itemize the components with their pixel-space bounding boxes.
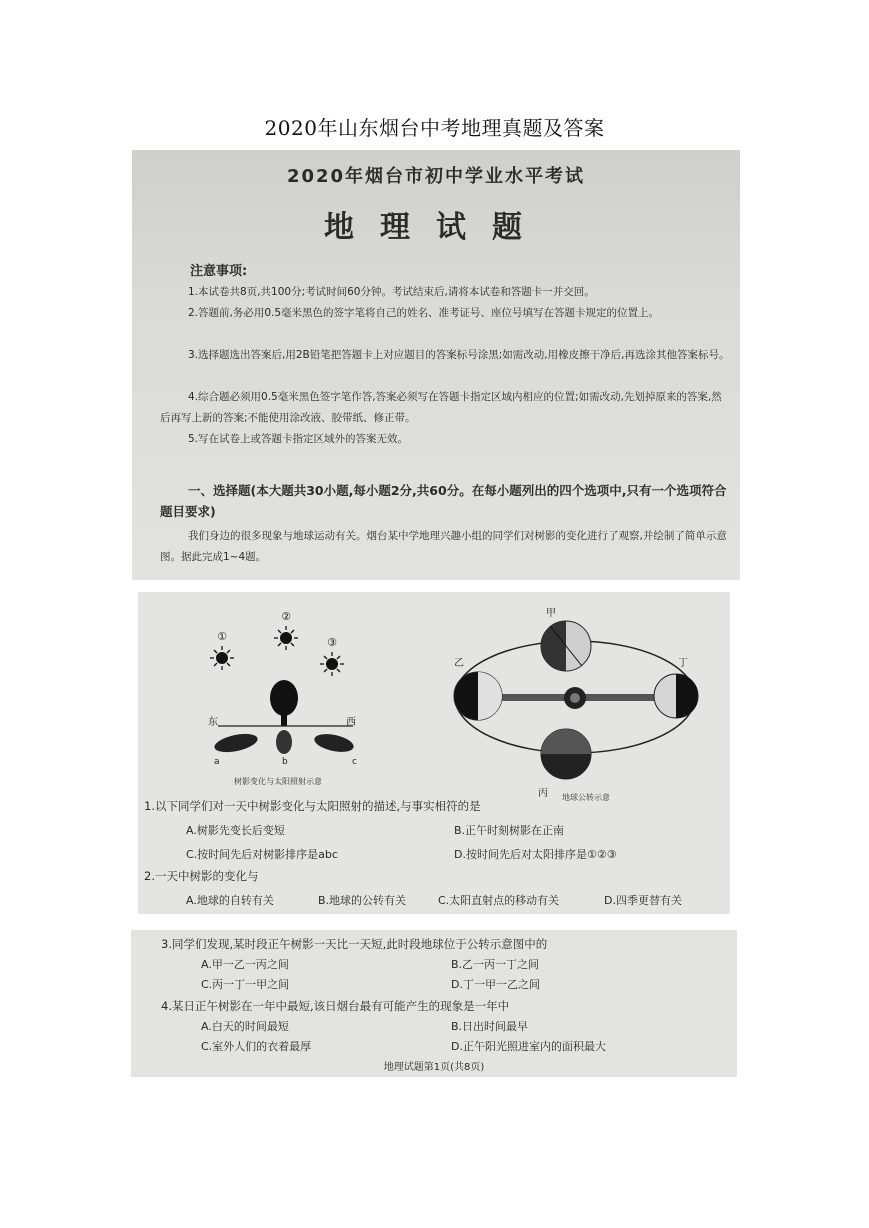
tree-shadow (276, 730, 292, 754)
earth-icon (454, 672, 502, 720)
question-option: B.日出时间最早 (451, 1020, 529, 1033)
question-option: D.正午阳光照进室内的面积最大 (451, 1040, 606, 1053)
earth-icon (654, 674, 698, 718)
notice-item: 5.写在试卷上或答题卡指定区域外的答案无效。 (188, 433, 409, 445)
notice-item: 4.综合题必须用0.5毫米黑色签字笔作答,答案必须写在答题卡指定区域内相应的位置;如需改动,先划掉原来的答案,然后再写上新的答案;不能使用涂改液、胶带纸、修正带。 (160, 391, 722, 424)
shadow-label: a (214, 757, 220, 767)
position-label: 甲 (546, 608, 556, 619)
exam-title: 2020年烟台市初中学业水平考试 (286, 166, 586, 187)
page-footer: 地理试题第1页(共8页) (383, 1062, 485, 1073)
document-title: 2020年山东烟台中考地理真题及答案 (264, 116, 605, 140)
question-option: A.地球的自转有关 (186, 894, 274, 907)
west-label: 西 (346, 717, 356, 728)
tree-icon (270, 680, 298, 726)
sun-label: ③ (327, 636, 337, 649)
exam-header-scan (132, 150, 740, 580)
question-option: D.丁一甲一乙之间 (451, 978, 540, 991)
question-option: C.丙一丁一甲之间 (201, 978, 290, 991)
tree-shadow (313, 731, 355, 755)
notice-heading: 注意事项: (190, 264, 248, 279)
shadow-label: b (282, 757, 288, 767)
sun-label: ① (217, 630, 227, 643)
question-option: A.白天的时间最短 (201, 1020, 289, 1033)
tree-shadow (213, 731, 259, 756)
section-heading: 一、选择题(本大题共30小题,每小题2分,共60分。在每小题列出的四个选项中,只有一个选项符合题目要求) (160, 483, 727, 519)
question-option: A.树影先变长后变短 (186, 824, 285, 837)
sun-label: ② (281, 610, 291, 623)
right-figure-caption: 地球公转示意 (562, 793, 610, 802)
position-label: 乙 (454, 658, 464, 669)
question-stem: 3.同学们发现,某时段正午树影一天比一天短,此时段地球位于公转示意图中的 (161, 937, 548, 951)
position-label: 丁 (678, 658, 688, 669)
subject-title: 地理试题 (324, 210, 548, 245)
question-option: D.四季更替有关 (604, 894, 682, 907)
question-option: C.室外人们的衣着最厚 (201, 1040, 312, 1053)
question-stem: 2.一天中树影的变化与 (144, 869, 259, 883)
sun-icon (320, 652, 344, 676)
notice-item: 2.答题前,务必用0.5毫米黑色的签字笔将自己的姓名、准考证号、座位号填写在答题卡规定的位置上。 (188, 307, 660, 319)
east-label: 东 (208, 717, 218, 728)
sun-icon (210, 646, 234, 670)
question-option: C.按时间先后对树影排序是abc (186, 848, 338, 861)
earth-icon (541, 621, 591, 671)
figures-svg (138, 592, 730, 914)
position-label: 丙 (538, 788, 548, 799)
notice-item: 3.选择题选出答案后,用2B铅笔把答题卡上对应题目的答案标号涂黑;如需改动,用橡皮擦干净后,再选涂其他答案标号。 (188, 349, 730, 361)
notice-item: 1.本试卷共8页,共100分;考试时间60分钟。考试结束后,请将本试卷和答题卡一并交回。 (188, 286, 595, 298)
left-figure-caption: 树影变化与太阳照射示意 (234, 777, 322, 786)
question-option: A.甲一乙一丙之间 (201, 958, 289, 971)
earth-icon (541, 729, 591, 779)
question-option: D.按时间先后对太阳排序是①②③ (454, 848, 617, 861)
question-option: B.地球的公转有关 (318, 894, 407, 907)
sun-icon (274, 626, 298, 650)
question-stem: 4.某日正午树影在一年中最短,该日烟台最有可能产生的现象是一年中 (161, 999, 510, 1013)
question-option: B.乙一丙一丁之间 (451, 958, 540, 971)
question-option: C.太阳直射点的移动有关 (438, 894, 560, 907)
question-intro: 我们身边的很多现象与地球运动有关。烟台某中学地理兴趣小组的同学们对树影的变化进行了观察,并绘制了简单示意图。据此完成1~4题。 (160, 530, 727, 563)
figures-scan (138, 592, 730, 914)
questions-scan (131, 930, 737, 1077)
question-stem: 1.以下同学们对一天中树影变化与太阳照射的描述,与事实相符的是 (144, 799, 481, 813)
question-option: B.正午时刻树影在正南 (454, 824, 565, 837)
shadow-label: c (352, 757, 357, 767)
